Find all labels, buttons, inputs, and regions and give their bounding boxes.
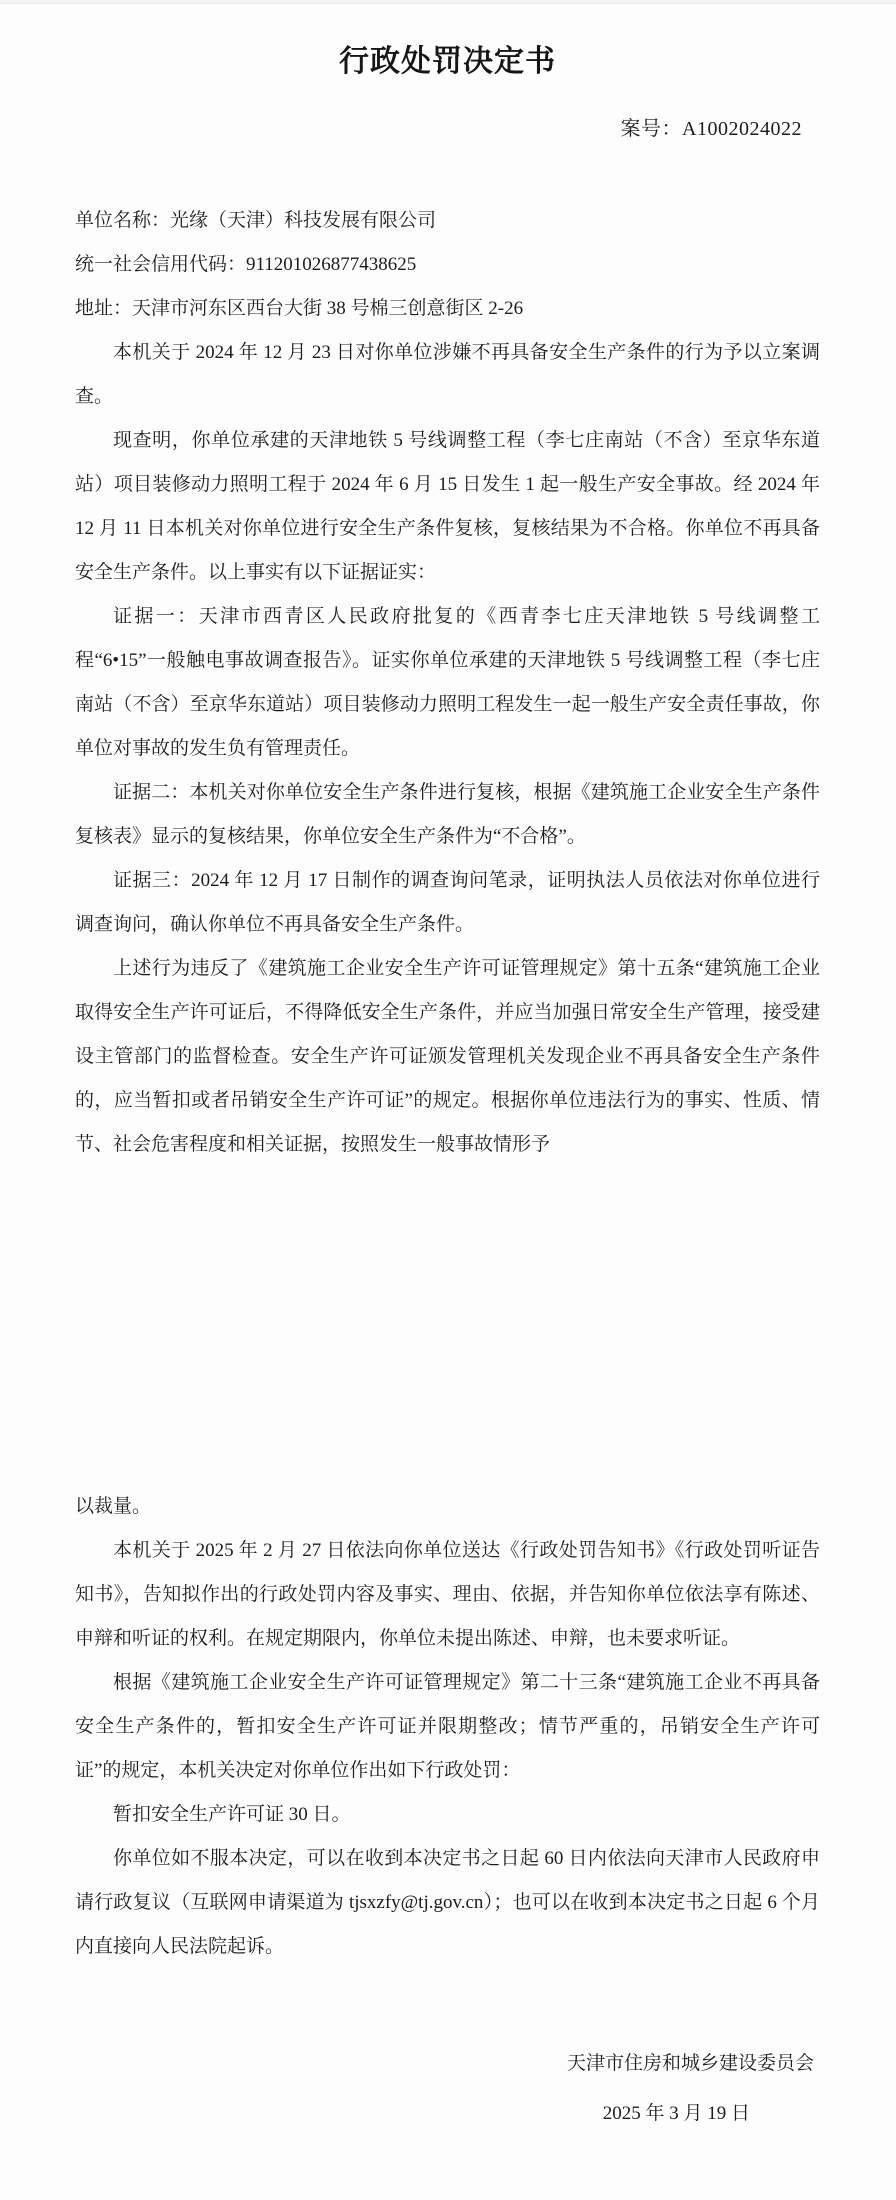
decision-body <box>75 331 820 1969</box>
page-top-border <box>0 0 896 4</box>
company-info-block <box>75 199 820 331</box>
issuing-agency: 天津市住房和城乡建设委员会 <box>566 2053 814 2074</box>
document-title: 行政处罚决定书 <box>339 45 556 78</box>
page-break-gap <box>75 1167 820 1485</box>
company-name-line: 单位名称：光缘（天津）科技发展有限公司 <box>75 210 437 231</box>
paragraph-evidence-3: 证据三：2024 年 12 月 17 日制作的调查询问笔录，证明执法人员依法对你单位进行调查询问，确认你单位不再具备安全生产条件。 <box>75 870 820 935</box>
paragraph-findings: 现查明，你单位承建的天津地铁 5 号线调整工程（李七庄南站（不含）至京华东道站）项目装修动力照明工程于 2024 年 6 月 15 日发生 1 起一般生产安全事故。经 2024 年 12 月 11 日本机关对你单位进行安全生产条件复核，复核结果为不合格。你单位不再具备安全生产条件。以上事实有以下证据证实： <box>75 430 820 583</box>
paragraph-case-filing: 本机关于 2024 年 12 月 23 日对你单位涉嫌不再具备安全生产条件的行为予以立案调查。 <box>75 342 820 407</box>
paragraph-legal-basis: 根据《建筑施工企业安全生产许可证管理规定》第二十三条“建筑施工企业不再具备安全生产条件的，暂扣安全生产许可证并限期整改；情节严重的，吊销安全生产许可证”的规定，本机关决定对你单位作出如下行政处罚： <box>75 1672 820 1781</box>
paragraph-notification: 本机关于 2025 年 2 月 27 日依法向你单位送达《行政处罚告知书》《行政处罚听证告知书》，告知拟作出的行政处罚内容及事实、理由、依据，并告知你单位依法享有陈述、申辩和听证的权利。在规定期限内，你单位未提出陈述、申辩，也未要求听证。 <box>75 1540 820 1649</box>
paragraph-evidence-2: 证据二：本机关对你单位安全生产条件进行复核，根据《建筑施工企业安全生产条件复核表》显示的复核结果，你单位安全生产条件为“不合格”。 <box>75 782 820 847</box>
paragraph-violation-part-1: 上述行为违反了《建筑施工企业安全生产许可证管理规定》第十五条“建筑施工企业取得安全生产许可证后，不得降低安全生产条件，并应当加强日常安全生产管理，接受建设主管部门的监督检查。安全生产许可证颁发管理机关发现企业不再具备安全生产条件的，应当暂扣或者吊销安全生产许可证”的规定。根据你单位违法行为的事实、性质、情节、社会危害程度和相关证据，按照发生一般事故情形予 <box>75 958 820 1155</box>
paragraph-evidence-1: 证据一：天津市西青区人民政府批复的《西青李七庄天津地铁 5 号线调整工程“6•15”一般触电事故调查报告》。证实你单位承建的天津地铁 5 号线调整工程（李七庄南站（不含）至京华东道站）项目装修动力照明工程发生一起一般生产安全责任事故，你单位对事故的发生负有管理责任。 <box>75 606 820 759</box>
case-number: 案号：A1002024022 <box>620 118 802 140</box>
credit-code-line: 统一社会信用代码：911201026877438625 <box>75 254 417 275</box>
paragraph-appeal-rights: 你单位如不服本决定，可以在收到本决定书之日起 60 日内依法向天津市人民政府申请行政复议（互联网申请渠道为 tjsxzfy@tj.gov.cn）；也可以在收到本决定书之日起 6 个月内直接向人民法院起诉。 <box>75 1848 820 1957</box>
paragraph-violation-part-2: 以裁量。 <box>75 1496 152 1517</box>
paragraph-penalty-decision: 暂扣安全生产许可证 30 日。 <box>113 1804 351 1825</box>
decision-date: 2025 年 3 月 19 日 <box>602 2103 750 2124</box>
address-line: 地址：天津市河东区西台大街 38 号棉三创意街区 2-26 <box>75 298 524 319</box>
signature-block <box>75 2039 820 2139</box>
